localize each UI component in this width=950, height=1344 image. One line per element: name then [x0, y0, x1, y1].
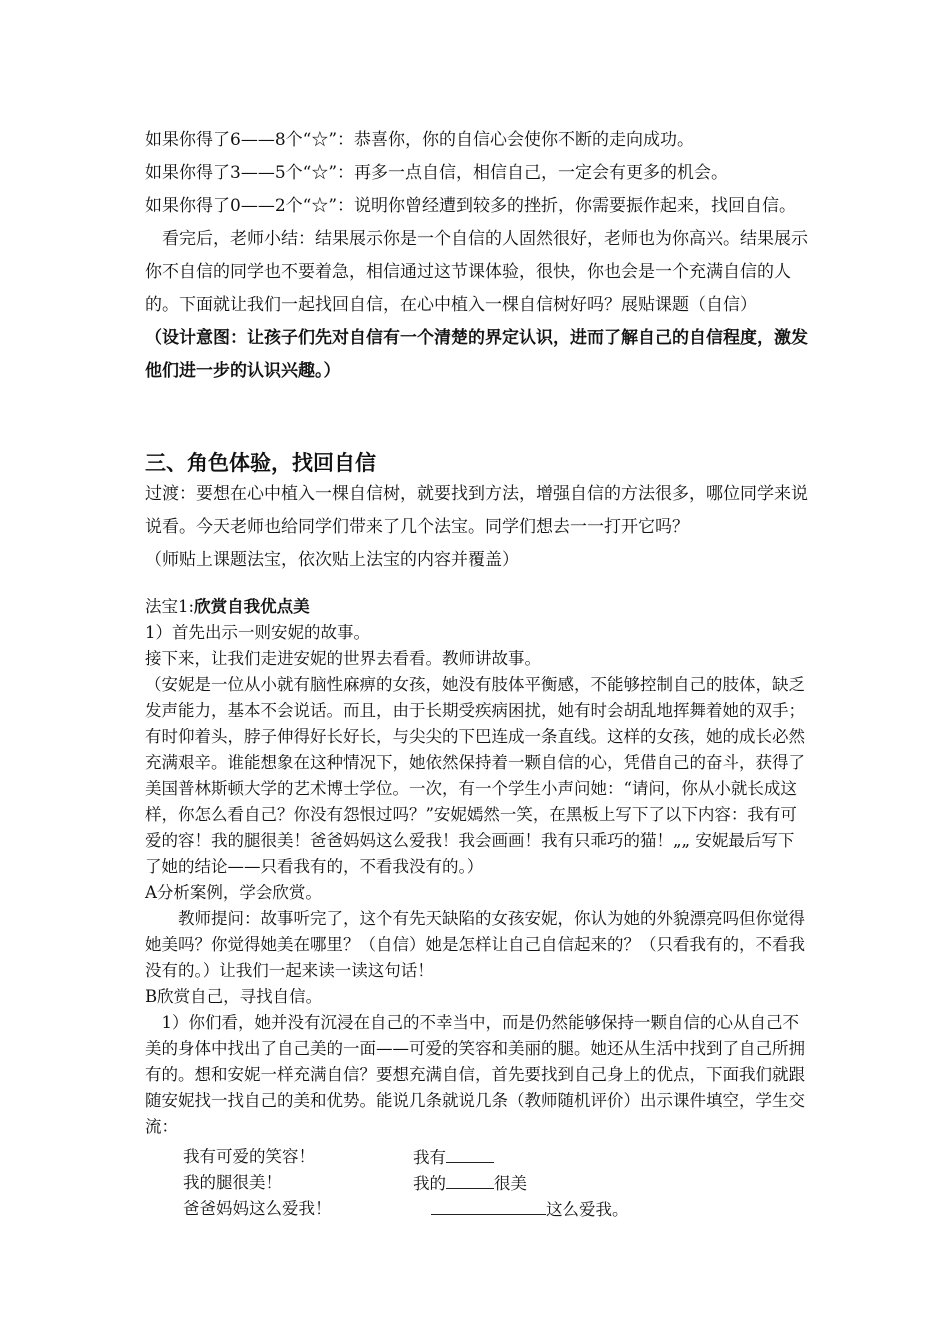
fill-row-2-post: 很美 — [494, 1174, 527, 1193]
fill-blank-2 — [446, 1170, 494, 1189]
transition-block — [145, 478, 810, 577]
magic1-title-main: 欣赏自我优点美 — [194, 597, 310, 616]
section-heading: 三、角色体验，找回自信 — [145, 450, 376, 475]
fill-row-1-right — [413, 1144, 494, 1171]
magic1-step1: 1）首先出示一则安妮的故事。 — [145, 623, 370, 642]
magic1-step2: 接下来，让我们走进安妮的世界去看看。教师讲故事。 — [145, 649, 541, 668]
partB-text: 1）你们看，她并没有沉浸在自己的不幸当中，而是仍然能够保持一颗自信的心从自己不美的身体中找出了自己美的一面——可爱的笑容和美丽的腿。她还从生活中找到了自己所拥有的。想和安妮一样充满自信？要想充满自信，首先要找到自己身上的优点，下面我们就跟随安妮找一找自己的美和优势。能说几条就说几条（教师随机评价）出示课件填空，学生交流： — [145, 1013, 805, 1136]
transition-note: （师贴上课题法宝，依次贴上法宝的内容并覆盖） — [145, 550, 519, 570]
fill-blank-1 — [446, 1144, 494, 1163]
fill-row-2-left: 我的腿很美！ — [183, 1173, 282, 1192]
result-line-mid: 如果你得了3——5个“☆”：再多一点自信，相信自己，一定会有更多的机会。 — [145, 163, 729, 183]
fill-row-3-right — [431, 1196, 629, 1223]
design-intent: （设计意图：让孩子们先对自信有一个清楚的界定认识，进而了解自己的自信程度，激发他们进一步的认识兴趣。） — [145, 328, 808, 381]
fill-row-1-pre: 我有 — [413, 1148, 446, 1167]
partB-title: B欣赏自己，寻找自信。 — [145, 987, 323, 1006]
transition-text: 过渡：要想在心中植入一棵自信树，就要找到方法，增强自信的方法很多，哪位同学来说说看。今天老师也给同学们带来了几个法宝。同学们想去一一打开它吗？ — [145, 484, 808, 537]
partA-text: 教师提问：故事听完了，这个有先天缺陷的女孩安妮，你认为她的外貌漂亮吗但你觉得她美吗？你觉得她美在哪里？（自信）她是怎样让自己自信起来的？（只看我有的，不看我没有的。）让我们一起来读一读这句话！ — [145, 909, 805, 980]
result-list — [145, 124, 810, 388]
partA-title: A分析案例，学会欣赏。 — [145, 883, 322, 902]
magic1-block — [145, 594, 810, 1140]
fill-blank-3 — [431, 1196, 546, 1215]
fill-row-2-pre: 我的 — [413, 1174, 446, 1193]
fill-row-1-left: 我有可爱的笑容！ — [183, 1147, 315, 1166]
magic1-title-prefix: 法宝1: — [145, 597, 195, 616]
fill-row-3-left: 爸爸妈妈这么爱我！ — [183, 1199, 332, 1218]
fill-row-2-right — [413, 1170, 527, 1197]
magic1-story: （安妮是一位从小就有脑性麻痹的女孩，她没有肢体平衡感，不能够控制自己的肢体，缺乏发声能力，基本不会说话。而且，由于长期受疾病困扰，她有时会胡乱地挥舞着她的双手；有时仰着头，脖子伸得好长好长，与尖尖的下巴连成一条直线。这样的女孩，她的成长必然充满艰辛。谁能想象在这种情况下，她依然保持着一颗自信的心，凭借自己的奋斗，获得了美国普林斯顿大学的艺术博士学位。一次，有一个学生小声问她：“请问，你从小就长成这样，你怎么看自己？你没有怨恨过吗？”安妮嫣然一笑，在黑板上写下了以下内容：我有可爱的容！我的腿很美！爸爸妈妈这么爱我！我会画画！我有只乖巧的猫！„„ 安妮最后写下了她的结论——只看我有的，不看我没有的。） — [145, 675, 805, 876]
result-line-high: 如果你得了6——8个“☆”：恭喜你，你的自信心会使你不断的走向成功。 — [145, 130, 695, 150]
fill-row-3-post: 这么爱我。 — [546, 1200, 629, 1219]
magic1-title — [145, 594, 810, 620]
teacher-summary: 看完后，老师小结：结果展示你是一个自信的人固然很好，老师也为你高兴。结果展示你不自信的同学也不要着急，相信通过这节课体验，很快，你也会是一个充满自信的人的。下面就让我们一起找回自信，在心中植入一棵自信树好吗？展贴课题（自信） — [145, 229, 808, 315]
result-line-low: 如果你得了0——2个“☆”：说明你曾经遭到较多的挫折，你需要振作起来，找回自信。 — [145, 196, 797, 216]
